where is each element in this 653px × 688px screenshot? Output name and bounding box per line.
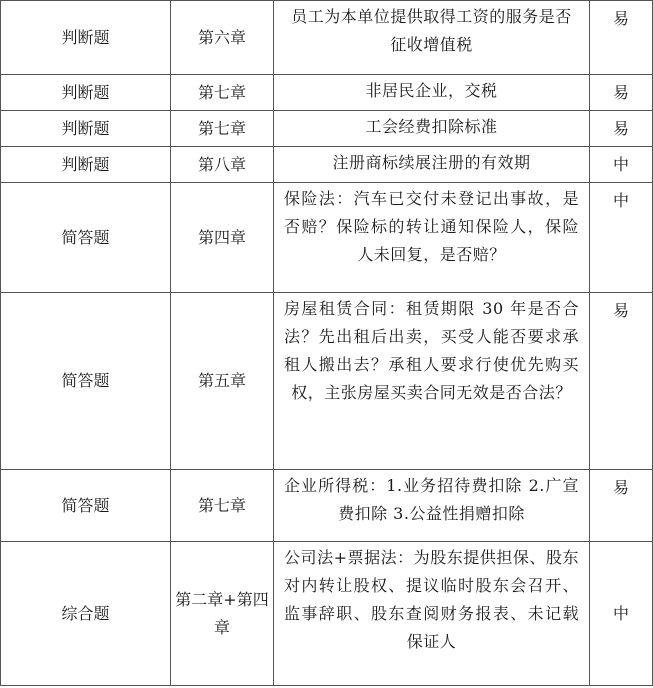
difficulty-cell: 中 xyxy=(590,147,653,183)
question-type-cell: 判断题 xyxy=(1,147,171,183)
table-row xyxy=(1,147,653,183)
question-type-cell: 简答题 xyxy=(1,183,171,293)
chapter-cell: 第七章 xyxy=(171,111,274,147)
table-row xyxy=(1,470,653,542)
chapter-cell: 第二章+第四章 xyxy=(171,542,274,686)
content-cell: 非居民企业，交税 xyxy=(274,75,590,111)
content-cell: 工会经费扣除标准 xyxy=(274,111,590,147)
question-type-cell: 判断题 xyxy=(1,1,171,75)
question-type-cell: 判断题 xyxy=(1,75,171,111)
chapter-cell: 第四章 xyxy=(171,183,274,293)
table-row xyxy=(1,293,653,470)
difficulty-cell: 易 xyxy=(590,75,653,111)
difficulty-cell: 易 xyxy=(590,293,653,470)
content-cell: 保险法：汽车已交付未登记出事故，是否赔？保险标的转让通知保险人，保险人未回复，是否赔？ xyxy=(274,183,590,293)
content-cell: 公司法+票据法：为股东提供担保、股东对内转让股权、提议临时股东会召开、监事辞职、股东查阅财务报表、未记载保证人 xyxy=(274,542,590,686)
difficulty-cell: 易 xyxy=(590,1,653,75)
content-cell: 房屋租赁合同：租赁期限 30 年是否合法？先出租后出卖，买受人能否要求承租人搬出去？承租人要求行使优先购买权，主张房屋买卖合同无效是否合法？ xyxy=(274,293,590,470)
table-row xyxy=(1,183,653,293)
content-cell: 员工为本单位提供取得工资的服务是否征收增值税 xyxy=(274,1,590,75)
difficulty-cell: 中 xyxy=(590,183,653,293)
difficulty-cell: 易 xyxy=(590,111,653,147)
content-cell: 企业所得税：1.业务招待费扣除 2.广宣费扣除 3.公益性捐赠扣除 xyxy=(274,470,590,542)
chapter-cell: 第六章 xyxy=(171,1,274,75)
table-row xyxy=(1,111,653,147)
chapter-cell: 第七章 xyxy=(171,75,274,111)
question-type-cell: 判断题 xyxy=(1,111,171,147)
table-row xyxy=(1,75,653,111)
difficulty-cell: 易 xyxy=(590,470,653,542)
chapter-cell: 第五章 xyxy=(171,293,274,470)
table-row xyxy=(1,542,653,686)
question-type-cell: 简答题 xyxy=(1,293,171,470)
chapter-cell: 第七章 xyxy=(171,470,274,542)
content-cell: 注册商标续展注册的有效期 xyxy=(274,147,590,183)
chapter-cell: 第八章 xyxy=(171,147,274,183)
question-type-cell: 综合题 xyxy=(1,542,171,686)
question-type-cell: 简答题 xyxy=(1,470,171,542)
difficulty-cell: 中 xyxy=(590,542,653,686)
table-row xyxy=(1,1,653,75)
